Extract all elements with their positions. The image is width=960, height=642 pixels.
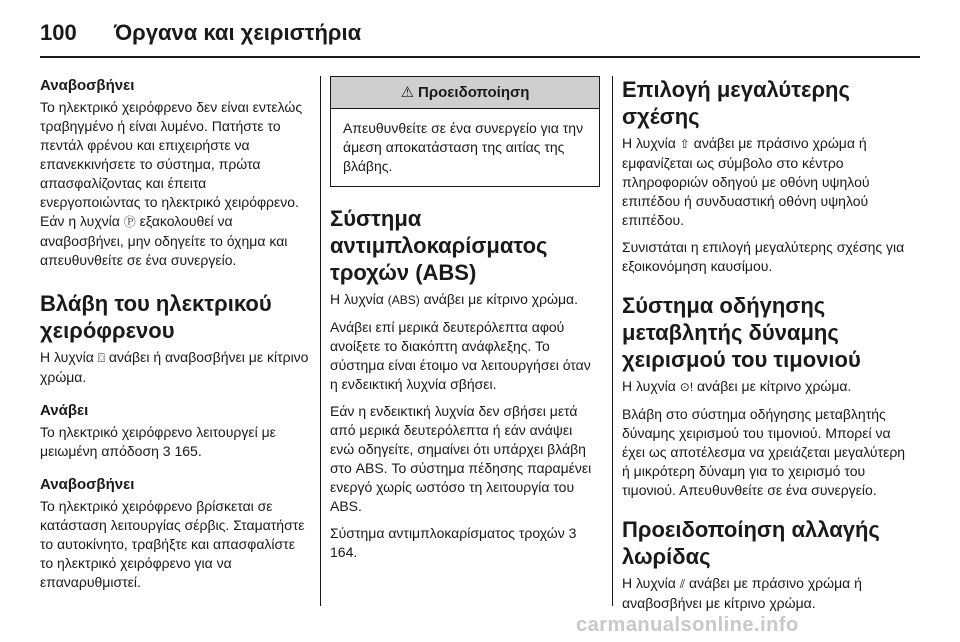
section-title-upshift: Επιλογή μεγαλύτερης σχέσης: [622, 77, 850, 129]
section-title-abs: Σύστημα αντιμπλοκαρίσματος τροχών (ABS): [330, 206, 548, 285]
brake-fault-icon: ⌼: [97, 351, 105, 365]
text: ανάβει με πράσινο χρώμα ή εμφανίζεται ως σύμβολο στο κέντρο πληροφοριών οδηγού με οθόνη υψηλού επιπέδου ή συνδυαστική οθόνη υψηλού επιπέδου.: [622, 135, 870, 228]
section-title-steering: Σύστημα οδήγησης μεταβλητής δύναμης χειρισμού του τιμονιού: [622, 293, 861, 372]
page-ref-link[interactable]: 164.: [330, 544, 358, 560]
parking-brake-icon: Ⓟ: [123, 215, 136, 229]
paragraph: Το ηλεκτρικό χειρόφρενο βρίσκεται σε κατάσταση λειτουργίας σέρβις. Σταματήστε το αυτοκίνητο, τραβήξτε και απασφαλίστε το ηλεκτρικό χειρόφρενο για να επαναρυθμιστεί.: [40, 498, 305, 590]
warning-text: Απευθυνθείτε σε ένα συνεργείο για την άμεση αποκατάσταση της αιτίας της βλάβης.: [343, 120, 584, 174]
text: ανάβει ή αναβοσβήνει με κίτρινο χρώμα.: [40, 349, 309, 385]
page-title: Όργανα και χειριστήρια: [114, 20, 362, 45]
column-2: [330, 76, 600, 570]
steering-fault-icon: ⊙!: [679, 380, 694, 394]
watermark: carmanualsonline.info: [576, 614, 799, 636]
text: Η λυχνία: [622, 135, 676, 151]
text: Η λυχνία: [622, 378, 676, 394]
column-divider-2: [612, 76, 613, 606]
text: ανάβει με κίτρινο χρώμα.: [423, 291, 579, 307]
warning-box: [330, 76, 600, 187]
text: ανάβει με κίτρινο χρώμα.: [697, 378, 852, 394]
column-1: [40, 76, 310, 600]
subheading-lit: Ανάβει: [40, 402, 89, 419]
text: Σύστημα αντιμπλοκαρίσματος τροχών: [330, 525, 565, 541]
page-header: [0, 0, 960, 60]
paragraph: [330, 524, 600, 562]
text: Η λυχνία: [622, 575, 676, 591]
upshift-arrow-icon: ⇧: [679, 137, 690, 151]
paragraph: [330, 290, 600, 310]
page-ref-link[interactable]: 165.: [174, 443, 202, 459]
page-number: 100: [40, 20, 77, 45]
abs-icon: (ABS): [387, 293, 420, 307]
warning-title: Προειδοποίηση: [418, 84, 530, 101]
text: Η λυχνία: [40, 349, 94, 365]
text: εξακολουθεί να αναβοσβήνει, μην οδηγείτε το όχημα και απευθυνθείτε σε ένα συνεργείο.: [40, 213, 288, 268]
warning-triangle-icon: ⚠: [400, 84, 415, 101]
text: Η λυχνία: [330, 291, 384, 307]
text: Το ηλεκτρικό χειρόφρενο λειτουργεί με μειωμένη απόδοση: [40, 424, 276, 459]
page-ref-arrow-icon: 3: [568, 525, 577, 541]
page-ref-arrow-icon: 3: [162, 443, 171, 459]
paragraph: [40, 348, 310, 387]
paragraph: [622, 574, 912, 613]
paragraph: [40, 423, 310, 461]
paragraph: [622, 134, 912, 230]
paragraph: Συνιστάται η επιλογή μεγαλύτερης σχέσης για εξοικονόμηση καυσίμου.: [622, 239, 905, 274]
lane-change-icon: ⫽: [679, 577, 686, 591]
column-3: [622, 76, 912, 621]
paragraph: [622, 377, 912, 397]
paragraph: Ανάβει επί μερικά δευτερόλεπτα αφού ανοίξετε το διακόπτη ανάφλεξης. Το σύστημα είναι έτοιμο να λειτουργήσει όταν η ενδεικτική λυχνία σβήσει.: [330, 319, 591, 392]
subheading-flashing: Αναβοσβήνει: [40, 77, 135, 94]
paragraph: Εάν η ενδεικτική λυχνία δεν σβήσει μετά από μερικά δευτερόλεπτα ή εάν ανάψει ενώ οδηγείτε, σημαίνει ότι υπάρχει βλάβη στο ABS. Το σύστημα πέδησης παραμένει ενεργό χωρίς ωστόσο τη λειτουργία του ABS.: [330, 403, 592, 514]
section-title-parking-brake-fault: Βλάβη του ηλεκτρικού χειρόφρενου: [40, 291, 272, 343]
header-rule: [40, 56, 920, 58]
section-title-lane-change: Προειδοποίηση αλλαγής λωρίδας: [622, 517, 880, 569]
warning-header: [331, 77, 599, 109]
subheading-flashing-2: Αναβοσβήνει: [40, 476, 135, 493]
paragraph: [40, 98, 310, 270]
text: ανάβει με πράσινο χρώμα ή αναβοσβήνει με κίτρινο χρώμα.: [622, 575, 862, 611]
column-divider-1: [320, 76, 321, 606]
text: Το ηλεκτρικό χειρόφρενο δεν είναι εντελώς τραβηγμένο ή είναι λυμένο. Πατήστε το πεντάλ φρένου και επιχειρήστε να επανεκκινήσετε το σύστημα, πρώτα απασφαλίζοντας και έπειτα ενεργοποιώντας το ηλεκτρικό χειρόφρενο. Εάν η λυχνία: [40, 99, 303, 229]
paragraph: Βλάβη στο σύστημα οδήγησης μεταβλητής δύναμης χειρισμού του τιμονιού. Μπορεί να έχει ως αποτέλεσμα να χρειάζεται μεγαλύτερη ή μικρότερη δύναμη για το χειρισμό του τιμονιού. Απευθυνθείτε σε ένα συνεργείο.: [622, 406, 906, 498]
